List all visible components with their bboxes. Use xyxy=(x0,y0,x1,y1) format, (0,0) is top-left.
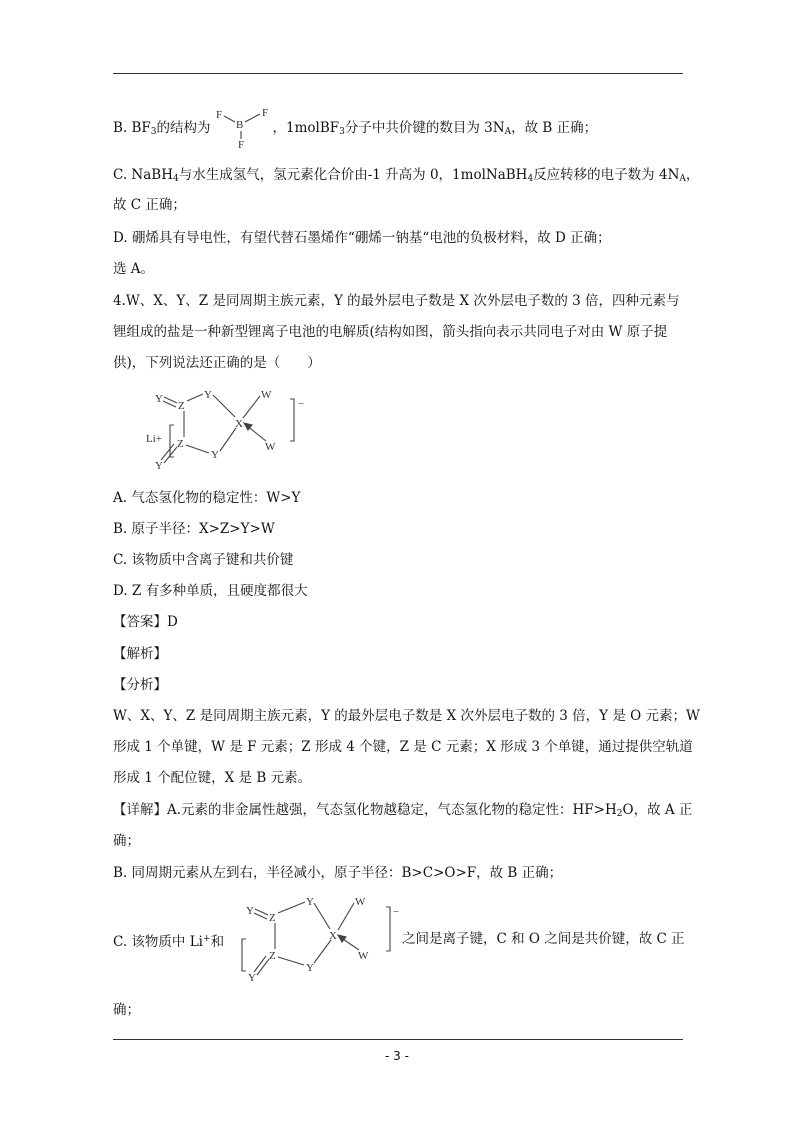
detail-b: B. 同周期元素从左到右，半径减小，原子半径：B>C>O>F，故 B 正确； xyxy=(113,865,563,881)
atom-w: W xyxy=(265,441,276,453)
right-bracket xyxy=(386,907,390,951)
charge-sign: − xyxy=(298,398,305,410)
option-c: C. 该物质中含离子键和共价键 xyxy=(113,552,294,568)
left-bracket xyxy=(242,939,246,971)
atom-x: X xyxy=(329,930,337,942)
text: C. NaBH xyxy=(113,167,173,183)
text: B. BF xyxy=(113,120,151,136)
subscript: 3 xyxy=(339,127,345,137)
jiexi-label: 【解析】 xyxy=(113,646,167,662)
atom-x: X xyxy=(235,418,243,430)
bond xyxy=(213,395,235,417)
double-bond xyxy=(161,444,174,460)
header-rule xyxy=(113,73,683,74)
atom-w: W xyxy=(261,389,272,401)
text: 和 xyxy=(210,934,225,950)
bond xyxy=(314,940,331,963)
bond xyxy=(278,902,305,913)
text: 与水生成氢气，氢元素化合价由-1 升高为 0，1molNaBH xyxy=(178,167,528,183)
answer-label: 【答案】D xyxy=(113,614,178,630)
bond xyxy=(224,116,235,122)
bond xyxy=(278,957,304,965)
salt-structure-figure xyxy=(140,383,320,478)
option-d: D. Z 有多种单质，且硬度都很大 xyxy=(113,583,308,599)
subscript: 3 xyxy=(150,127,157,137)
bond xyxy=(314,903,330,929)
page-number: - 3 - xyxy=(385,1049,409,1063)
text: 的结构为 xyxy=(156,120,211,136)
atom-y: Y xyxy=(155,393,163,405)
line-b xyxy=(113,118,597,142)
footer-rule xyxy=(113,1039,683,1040)
text: 分子中共价键的数目为 3N xyxy=(344,120,505,136)
salt-structure-inline-figure xyxy=(236,893,404,985)
bf3-structure xyxy=(210,104,272,152)
text: C. 该物质中 Li xyxy=(113,934,204,950)
line-c xyxy=(113,165,699,189)
atom-z: Z xyxy=(269,950,276,962)
atom-y: Y xyxy=(306,962,314,974)
atom-y: Y xyxy=(155,460,163,472)
text: ，故 B 正确； xyxy=(511,120,598,136)
atom-y: Y xyxy=(204,389,212,401)
analysis-line1: W、X、Y、Z 是同周期主族元素，Y 的最外层电子数是 X 次外层电子数的 3 倍，Y 是 O 元素；W xyxy=(113,708,700,724)
bond xyxy=(186,445,209,453)
analysis-line2: 形成 1 个单键，W 是 F 元素；Z 形成 4 个键，Z 是 C 元素；X 形成 3 个单键，通过提供空轨道 xyxy=(113,739,693,755)
bond xyxy=(187,394,203,401)
detail-c2: 确； xyxy=(113,1002,140,1018)
text: O，故 A 正 xyxy=(622,802,693,818)
question-4-line3: 供)，下列说法还正确的是（ ） xyxy=(113,355,321,371)
atom-z: Z xyxy=(177,438,184,450)
atom-f: F xyxy=(238,139,245,151)
detail-c-right: 之间是离子键，C 和 O 之间是共价键，故 C 正 xyxy=(402,931,685,947)
fenxi-label: 【分析】 xyxy=(113,677,167,693)
subscript: 4 xyxy=(527,174,534,184)
double-bond xyxy=(254,956,266,972)
atom-w: W xyxy=(358,950,369,962)
subscript: 4 xyxy=(173,174,179,184)
analysis-line3: 形成 1 个配位键，X 是 B 元素。 xyxy=(113,770,312,786)
atom-f: F xyxy=(216,109,223,121)
question-4-line2: 锂组成的盐是一种新型锂离子电池的电解质(结构如图，箭头指向表示共同电子对由 W 原子提 xyxy=(113,324,668,340)
atom-b: B xyxy=(236,119,244,131)
double-bond xyxy=(257,959,269,975)
line-d: D. 硼烯具有导电性，有望代替石墨烯作“硼烯一钠基“电池的负极材料，故 D 正确； xyxy=(113,230,611,246)
subscript: 2 xyxy=(616,809,623,819)
atom-z: Z xyxy=(178,400,185,412)
atom-f: F xyxy=(262,107,269,119)
text: 反应转移的电子数为 4N xyxy=(533,167,680,183)
subscript: A xyxy=(679,174,686,184)
atom-z: Z xyxy=(269,912,276,924)
atom-y: Y xyxy=(248,972,256,984)
atom-y: Y xyxy=(211,449,219,461)
detail-c-left xyxy=(113,929,224,952)
question-4-line1: 4.W、X、Y、Z 是同周期主族元素，Y 的最外层电子数是 X 次外层电子数的 3 倍，四种元素与 xyxy=(113,293,680,309)
superscript: + xyxy=(203,934,211,944)
detail-line1 xyxy=(113,800,692,824)
detail-line1b: 确； xyxy=(113,833,140,849)
atom-w: W xyxy=(355,896,366,908)
right-bracket xyxy=(290,399,294,441)
bond xyxy=(245,114,260,122)
cation-li: Li+ xyxy=(146,433,162,445)
line-c2: 故 C 正确； xyxy=(113,197,186,213)
bond xyxy=(338,903,354,930)
bond xyxy=(220,428,236,451)
option-a: A. 气态氢化物的稳定性：W>Y xyxy=(113,490,301,506)
option-b: B. 原子半径：X>Z>Y>W xyxy=(113,521,275,537)
atom-y: Y xyxy=(246,905,254,917)
text: ， xyxy=(685,167,700,183)
text: 【详解】A.元素的非金属性越强，气态氢化物越稳定，气态氢化物的稳定性：HF>H xyxy=(113,802,617,818)
charge-sign: − xyxy=(393,906,400,918)
atom-y: Y xyxy=(306,896,314,908)
bond xyxy=(243,396,260,418)
subscript: A xyxy=(504,127,512,137)
text: ，1molBF xyxy=(272,120,340,136)
line-select: 选 A。 xyxy=(113,261,155,277)
